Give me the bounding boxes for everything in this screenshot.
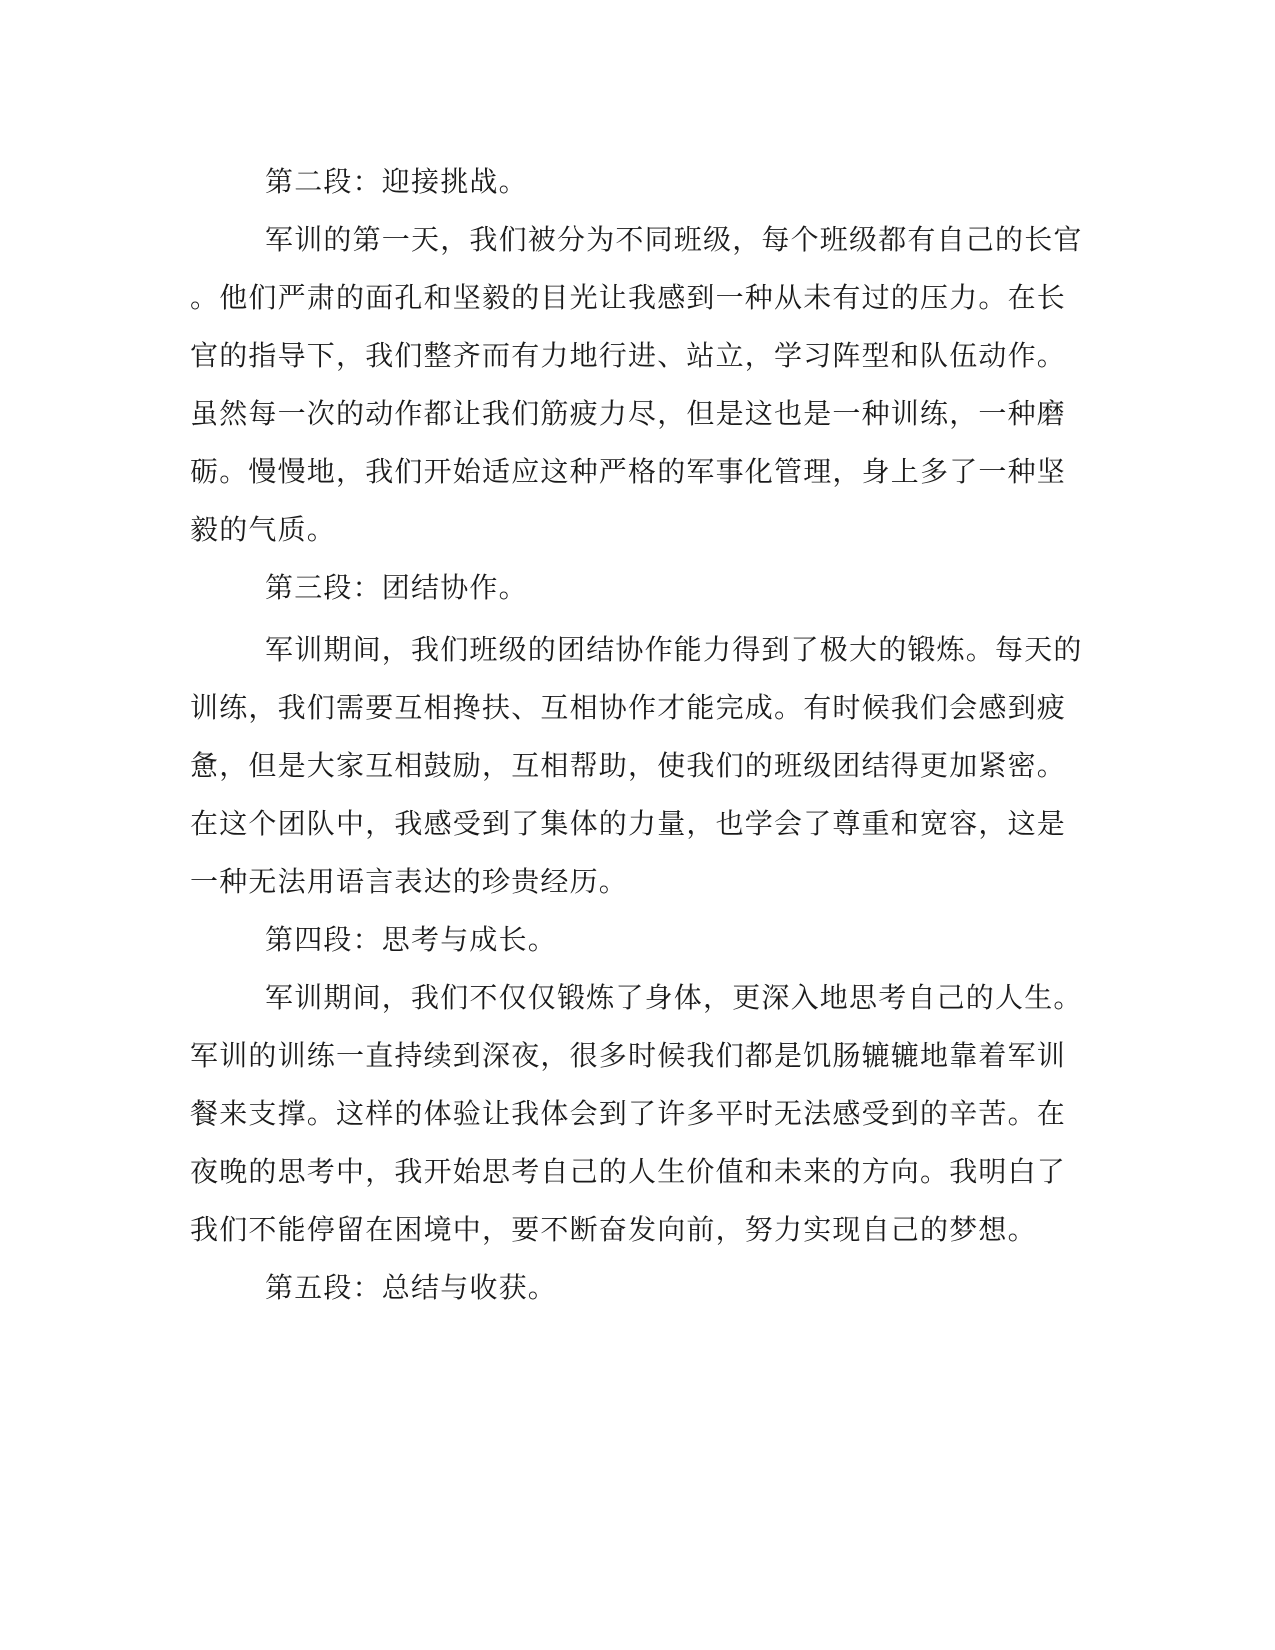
paragraph-line: 夜晚的思考中，我开始思考自己的人生价值和未来的方向。我明白了 xyxy=(190,1155,1067,1188)
paragraph-line: 军训的训练一直持续到深夜，很多时候我们都是饥肠辘辘地靠着军训 xyxy=(190,1039,1067,1072)
paragraph-line: 虽然每一次的动作都让我们筋疲力尽，但是这也是一种训练，一种磨 xyxy=(190,397,1067,430)
paragraph-line: 我们不能停留在困境中，要不断奋发向前，努力实现自己的梦想。 xyxy=(190,1213,1037,1246)
paragraph-line: 军训期间，我们班级的团结协作能力得到了极大的锻炼。每天的 xyxy=(265,633,1083,666)
paragraph-line: 一种无法用语言表达的珍贵经历。 xyxy=(190,865,629,898)
paragraph-line: 在这个团队中，我感受到了集体的力量，也学会了尊重和宽容，这是 xyxy=(190,807,1067,840)
paragraph-line: 餐来支撑。这样的体验让我体会到了许多平时无法感受到的辛苦。在 xyxy=(190,1097,1067,1130)
paragraph-line: 毅的气质。 xyxy=(190,513,337,546)
section-heading: 第三段：团结协作。 xyxy=(265,571,528,604)
section-heading: 第二段：迎接挑战。 xyxy=(265,165,528,198)
paragraph-line: 军训期间，我们不仅仅锻炼了身体，更深入地思考自己的人生。 xyxy=(265,981,1083,1014)
section-heading: 第四段：思考与成长。 xyxy=(265,923,558,956)
paragraph-line: 军训的第一天，我们被分为不同班级，每个班级都有自己的长官 xyxy=(265,223,1083,256)
paragraph-line: 砺。慢慢地，我们开始适应这种严格的军事化管理，身上多了一种坚 xyxy=(190,455,1067,488)
paragraph-line: 。他们严肃的面孔和坚毅的目光让我感到一种从未有过的压力。在长 xyxy=(190,281,1067,314)
section-heading: 第五段：总结与收获。 xyxy=(265,1271,558,1304)
paragraph-line: 官的指导下，我们整齐而有力地行进、站立，学习阵型和队伍动作。 xyxy=(190,339,1067,372)
paragraph-line: 惫，但是大家互相鼓励，互相帮助，使我们的班级团结得更加紧密。 xyxy=(190,749,1067,782)
paragraph-line: 训练，我们需要互相搀扶、互相协作才能完成。有时候我们会感到疲 xyxy=(190,691,1067,724)
